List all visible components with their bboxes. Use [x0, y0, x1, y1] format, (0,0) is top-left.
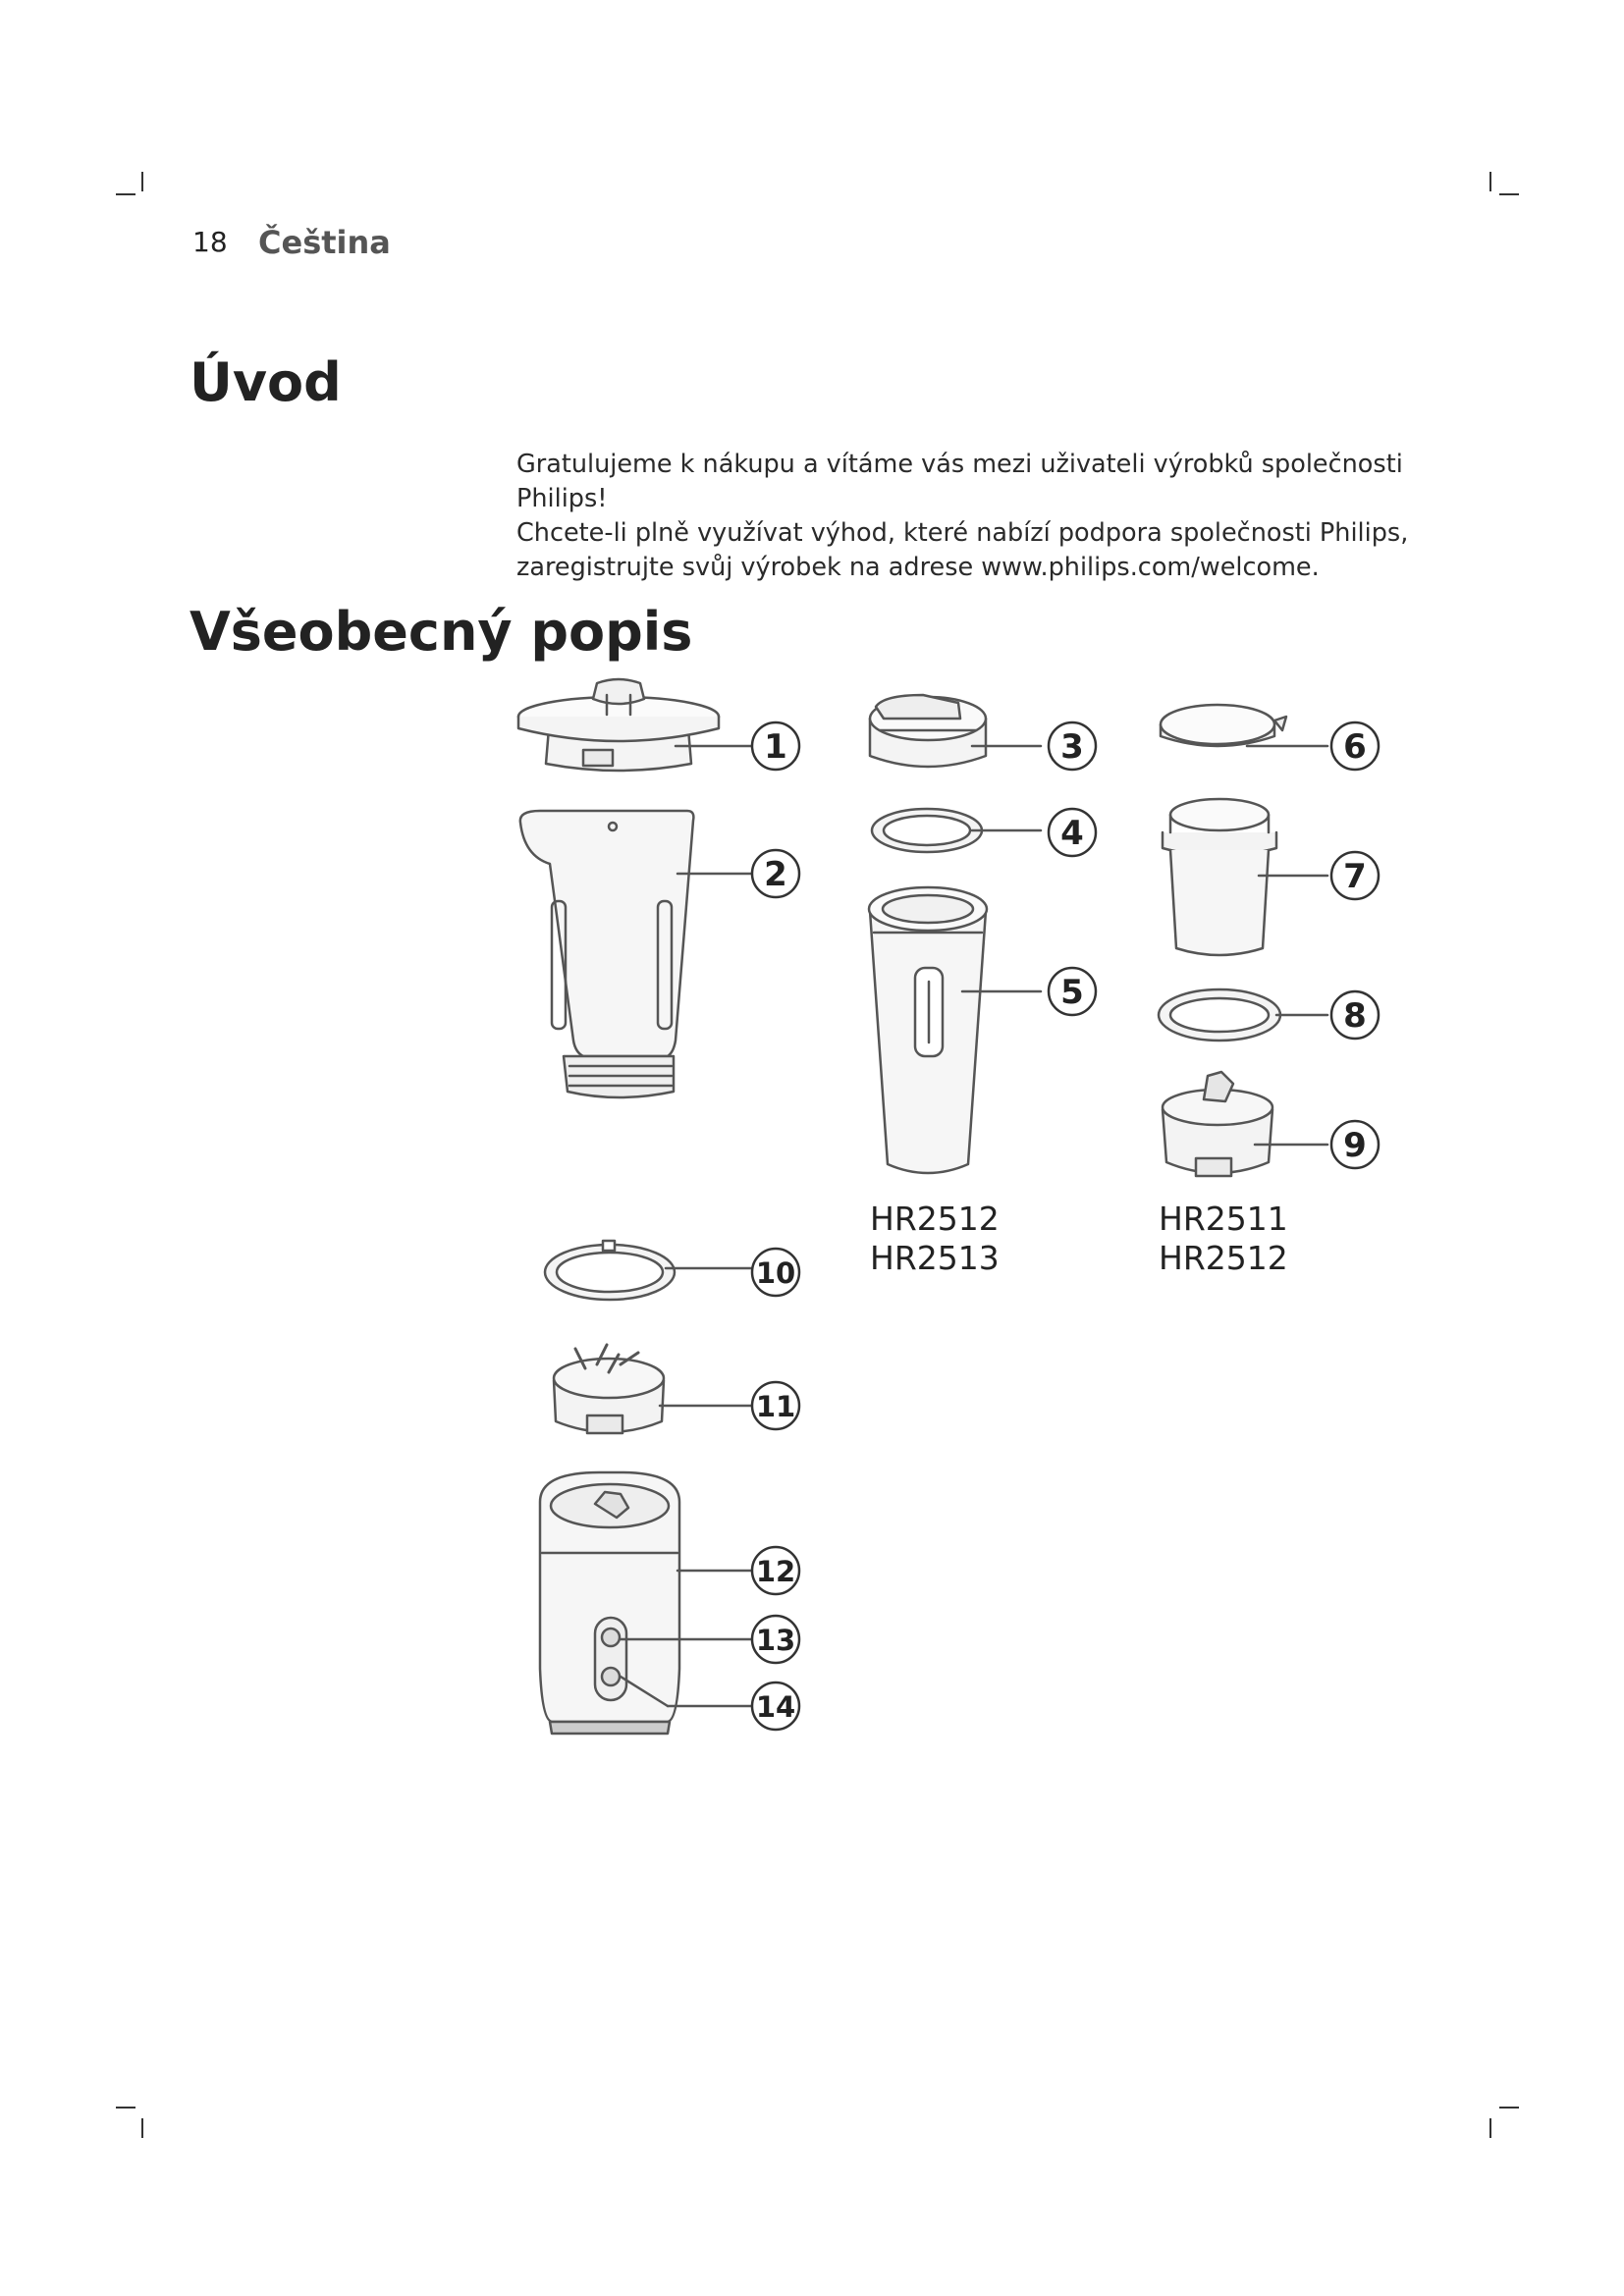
callout-number: 8 — [1343, 996, 1367, 1036]
model-name: HR2511 — [1159, 1200, 1288, 1238]
intro-line: zaregistrujte svůj výrobek na adrese www.philips.com/welcome. — [516, 553, 1320, 582]
callout-number: 13 — [755, 1624, 796, 1657]
to-go-lid-illustration — [870, 695, 986, 767]
motor-base-illustration — [540, 1472, 679, 1734]
callout-number: 9 — [1343, 1126, 1367, 1165]
callout-number: 7 — [1343, 857, 1367, 896]
small-blade-unit-illustration — [1163, 1072, 1272, 1176]
blade-unit-illustration — [554, 1345, 664, 1433]
intro-line: Chcete-li plně využívat výhod, které nabízí podpora společnosti Philips, — [516, 518, 1409, 548]
sealing-ring-illustration — [872, 809, 982, 852]
description-heading: Všeobecný popis — [189, 601, 693, 663]
callout-number: 10 — [755, 1256, 796, 1290]
callout-number: 4 — [1060, 814, 1084, 853]
blender-jar-illustration — [520, 811, 694, 1097]
small-lid-illustration — [1161, 705, 1286, 746]
callout-number: 3 — [1060, 727, 1084, 767]
page-number: 18 — [192, 226, 228, 258]
callout-number: 11 — [755, 1390, 796, 1423]
model-group-left — [870, 1200, 1000, 1278]
model-name: HR2513 — [870, 1239, 1000, 1277]
callout-number: 2 — [764, 855, 787, 894]
jar-lid-illustration — [518, 679, 719, 771]
tall-bottle-illustration — [869, 887, 987, 1173]
callout-number: 5 — [1060, 973, 1084, 1012]
callout-number: 1 — [764, 727, 787, 767]
page-language: Čeština — [258, 224, 391, 261]
blade-ring-illustration — [545, 1241, 675, 1300]
intro-line: Gratulujeme k nákupu a vítáme vás mezi uživateli výrobků společnosti Philips! — [516, 450, 1403, 513]
model-name: HR2512 — [1159, 1239, 1288, 1277]
short-cup-illustration — [1163, 799, 1276, 955]
callout-number: 14 — [755, 1690, 796, 1724]
model-group-right — [1159, 1200, 1288, 1278]
callout-number: 12 — [755, 1555, 796, 1588]
model-name: HR2512 — [870, 1200, 1000, 1238]
intro-heading: Úvod — [189, 351, 342, 413]
callout-number: 6 — [1343, 727, 1367, 767]
small-sealing-ring-illustration — [1159, 989, 1280, 1041]
